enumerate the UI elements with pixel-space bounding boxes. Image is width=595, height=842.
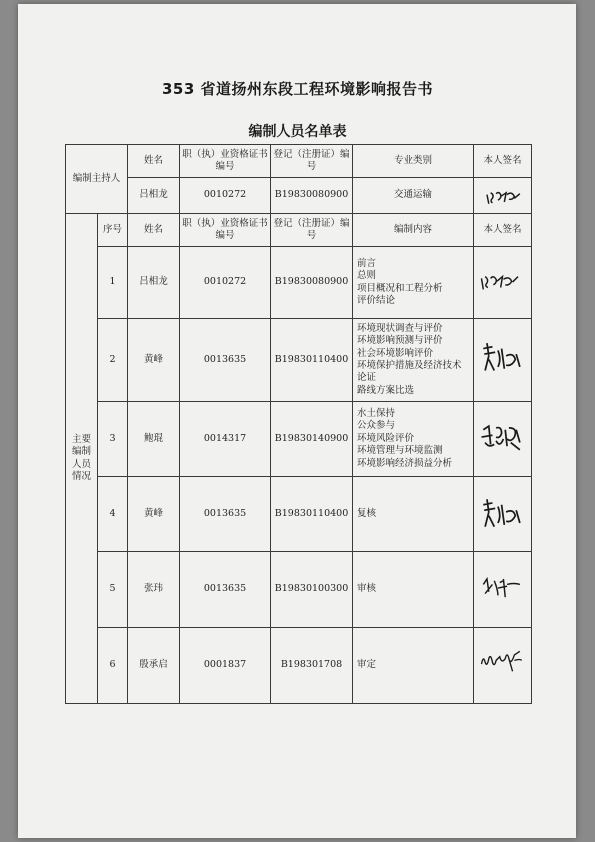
content-line: 环境管理与环境监测 [357,445,443,457]
staff-name: 鲍琨 [128,402,180,477]
staff-reg-no: B19830080900 [271,247,353,319]
table-title: 编制人员名单表 [248,124,347,140]
staff-row [66,552,532,628]
staff-seq: 4 [98,477,128,552]
staff-header-row [66,214,532,247]
header-seq: 序号 [98,214,128,247]
content-line: 环境影响预测与评价 [357,335,443,347]
staff-signature [474,477,532,552]
staff-roster-table [65,144,532,704]
staff-signature [474,628,532,704]
staff-label-text: 主要编制人员情况 [71,433,91,482]
staff-row [66,477,532,552]
handwritten-signature [476,323,529,396]
staff-reg-no: B19830110400 [271,319,353,402]
staff-name: 殷承启 [128,628,180,704]
staff-name: 黄峰 [128,477,180,552]
handwritten-signature [476,251,529,315]
staff-content [353,319,474,402]
staff-content [353,552,474,628]
content-line: 水土保持 [357,408,396,420]
handwritten-signature [476,406,529,472]
staff-content [353,477,474,552]
staff-reg-no: B19830110400 [271,477,353,552]
host-specialty: 交通运输 [353,178,474,214]
content-line: 总则 [357,270,377,282]
content-line: 公众参与 [357,420,396,432]
staff-seq: 6 [98,628,128,704]
header-reg-no: 登记（注册证）编号 [271,145,353,178]
content-line: 项目概况和工程分析 [357,282,443,294]
staff-row [66,628,532,704]
staff-seq: 5 [98,552,128,628]
header-reg-no-2: 登记（注册证）编号 [271,214,353,247]
staff-signature [474,319,532,402]
staff-qual-cert: 0014317 [180,402,271,477]
staff-seq: 1 [98,247,128,319]
host-name: 吕相龙 [128,178,180,214]
host-signature [474,178,532,214]
header-name: 姓名 [128,145,180,178]
host-qual-cert: 0010272 [180,178,271,214]
handwritten-signature [476,180,529,211]
content-line: 环境保护措施及经济技术 [357,360,462,371]
content-line: 审核 [357,583,377,595]
content-line: 审定 [357,659,377,671]
content-line: 路线方案比选 [357,384,415,396]
staff-name: 黄峰 [128,319,180,402]
header-qual-cert: 职（执）业资格证书编号 [180,145,271,178]
staff-signature [474,247,532,319]
host-header-row [66,145,532,178]
staff-qual-cert: 0013635 [180,552,271,628]
staff-content [353,628,474,704]
content-line: 环境影响经济损益分析 [357,457,453,469]
header-name-2: 姓名 [128,214,180,247]
header-specialty: 专业类别 [353,145,474,178]
host-reg-no: B19830080900 [271,178,353,214]
staff-reg-no: B19830100300 [271,552,353,628]
handwritten-signature [476,633,529,699]
staff-seq: 3 [98,402,128,477]
content-line: 社会环境影响评价 [357,347,434,359]
header-signature: 本人签名 [474,145,532,178]
staff-label [66,214,98,704]
content-line: 论证 [357,372,377,384]
content-line: 前言 [357,257,377,269]
staff-qual-cert: 0013635 [180,319,271,402]
staff-qual-cert: 0010272 [180,247,271,319]
content-line: 环境风险评价 [357,432,415,444]
header-content: 编制内容 [353,214,474,247]
staff-row [66,402,532,477]
staff-seq: 2 [98,319,128,402]
staff-reg-no: B198301708 [271,628,353,704]
document-title: 353 省道扬州东段工程环境影响报告书 [161,80,434,98]
content-line: 复核 [357,507,377,519]
host-label: 编制主持人 [66,145,128,214]
staff-name: 吕相龙 [128,247,180,319]
header-signature-2: 本人签名 [474,214,532,247]
staff-signature [474,552,532,628]
staff-content [353,247,474,319]
handwritten-signature [476,481,529,547]
staff-reg-no: B19830140900 [271,402,353,477]
staff-row [66,247,532,319]
content-line: 评价结论 [357,294,396,306]
staff-qual-cert: 0001837 [180,628,271,704]
staff-row [66,319,532,402]
staff-content [353,402,474,477]
handwritten-signature [476,557,529,623]
staff-signature [474,402,532,477]
header-qual-cert-2: 职（执）业资格证书编号 [180,214,271,247]
staff-name: 张玮 [128,552,180,628]
content-line: 环境现状调查与评价 [357,322,443,334]
staff-qual-cert: 0013635 [180,477,271,552]
host-row [66,178,532,214]
